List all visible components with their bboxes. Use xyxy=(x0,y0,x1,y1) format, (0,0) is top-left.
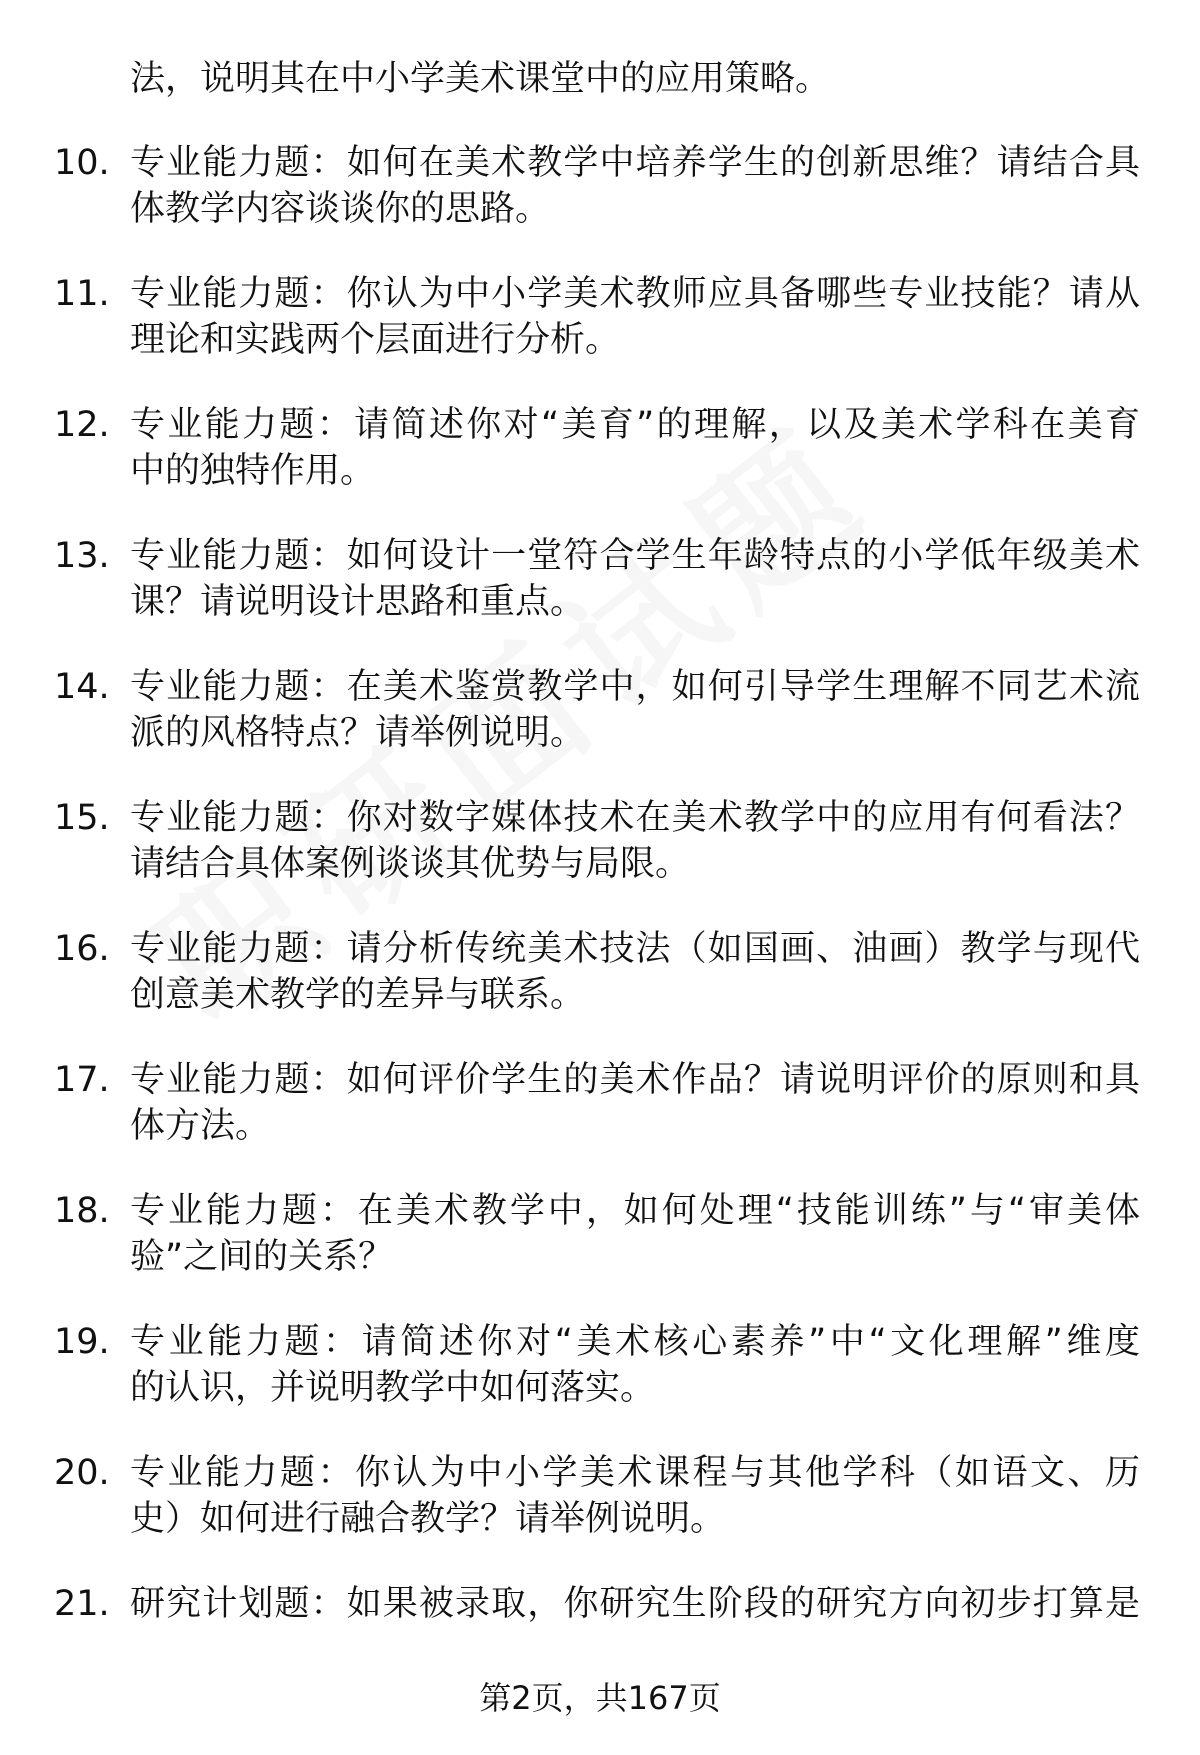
page-footer: 第2页，共167页 xyxy=(479,1679,721,1717)
list-item xyxy=(0,271,1200,402)
question-number: 14. xyxy=(54,667,110,707)
question-line: 专业能力题：请分析传统美术技法（如国画、油画）教学与现代 xyxy=(130,929,1140,969)
question-text xyxy=(130,1188,1140,1280)
list-item xyxy=(0,926,1200,1057)
question-line: 专业能力题：你认为中小学美术教师应具备哪些专业技能？请从 xyxy=(130,274,1140,314)
question-line: 专业能力题：如何在美术教学中培养学生的创新思维？请结合具 xyxy=(130,143,1140,183)
question-line: 课？请说明设计思路和重点。 xyxy=(130,582,586,622)
question-text xyxy=(130,140,1140,232)
question-number: 10. xyxy=(54,143,110,183)
question-number: 19. xyxy=(54,1322,110,1362)
question-line: 体教学内容谈谈你的思路。 xyxy=(130,189,551,229)
question-text xyxy=(130,1057,1140,1149)
question-number: 11. xyxy=(54,274,110,314)
list-item xyxy=(0,1057,1200,1188)
question-line: 专业能力题：请简述你对“美育”的理解，以及美术学科在美育 xyxy=(130,405,1140,445)
question-line: 专业能力题：如何评价学生的美术作品？请说明评价的原则和具 xyxy=(130,1060,1140,1100)
question-line: 的认识，并说明教学中如何落实。 xyxy=(130,1368,656,1408)
question-line: 专业能力题：在美术教学中，如何处理“技能训练”与“审美体 xyxy=(130,1191,1140,1231)
question-text xyxy=(130,795,1140,887)
question-line: 创意美术教学的差异与联系。 xyxy=(130,975,586,1015)
question-text xyxy=(130,271,1140,363)
question-line: 史）如何进行融合教学？请举例说明。 xyxy=(130,1499,726,1539)
question-text xyxy=(130,664,1140,756)
question-number: 13. xyxy=(54,536,110,576)
question-number: 17. xyxy=(54,1060,110,1100)
question-text xyxy=(130,533,1140,625)
question-text xyxy=(130,1450,1140,1542)
question-text xyxy=(130,1319,1140,1411)
list-item xyxy=(0,795,1200,926)
question-number: 21. xyxy=(54,1584,110,1624)
list-item xyxy=(0,1450,1200,1581)
question-text xyxy=(130,402,1140,494)
question-text xyxy=(130,926,1140,1018)
question-line: 专业能力题：请简述你对“美术核心素养”中“文化理解”维度 xyxy=(130,1322,1140,1362)
question-number: 15. xyxy=(54,798,110,838)
question-number: 16. xyxy=(54,929,110,969)
list-item xyxy=(0,140,1200,271)
question-line: 中的独特作用。 xyxy=(130,451,376,491)
continuation-text: 法，说明其在中小学美术课堂中的应用策略。 xyxy=(130,59,831,99)
question-line: 验”之间的关系？ xyxy=(130,1237,394,1277)
question-number: 12. xyxy=(54,405,110,445)
question-line: 专业能力题：如何设计一堂符合学生年龄特点的小学低年级美术 xyxy=(130,536,1140,576)
question-line: 派的风格特点？请举例说明。 xyxy=(130,713,586,753)
question-line: 体方法。 xyxy=(130,1106,271,1146)
list-item xyxy=(0,664,1200,795)
question-line: 研究计划题：如果被录取，你研究生阶段的研究方向初步打算是 xyxy=(130,1584,1140,1624)
list-item xyxy=(0,533,1200,664)
question-line: 理论和实践两个层面进行分析。 xyxy=(130,320,621,360)
question-line: 专业能力题：你认为中小学美术课程与其他学科（如语文、历 xyxy=(130,1453,1140,1493)
question-line: 请结合具体案例谈谈其优势与局限。 xyxy=(130,844,691,884)
list-item xyxy=(0,1188,1200,1319)
question-number: 20. xyxy=(54,1453,110,1493)
question-text xyxy=(130,1581,1140,1627)
list-item xyxy=(0,1319,1200,1450)
question-line: 专业能力题：在美术鉴赏教学中，如何引导学生理解不同艺术流 xyxy=(130,667,1140,707)
question-line: 专业能力题：你对数字媒体技术在美术教学中的应用有何看法？ xyxy=(130,798,1140,838)
question-list xyxy=(0,140,1200,1712)
question-number: 18. xyxy=(54,1191,110,1231)
list-item xyxy=(0,402,1200,533)
